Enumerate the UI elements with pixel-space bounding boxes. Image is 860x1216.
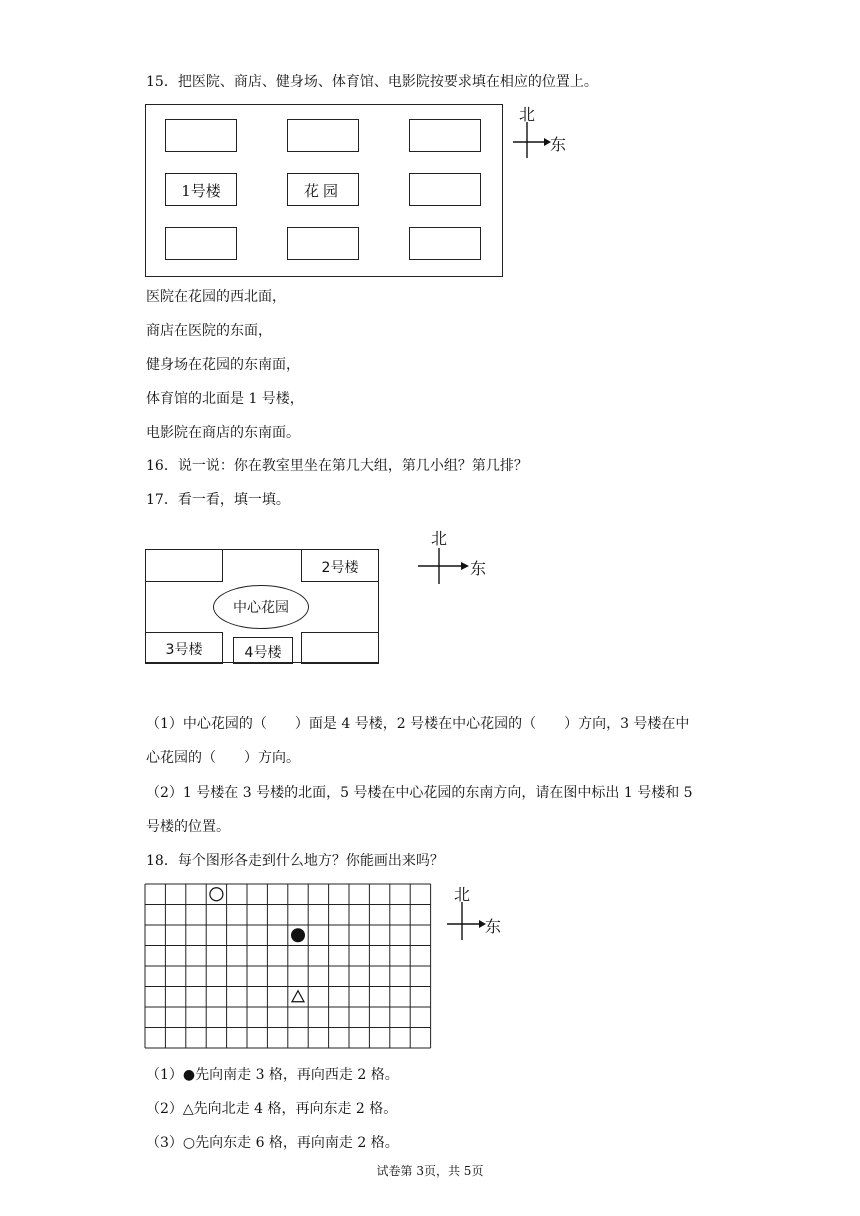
q18-title: 18．每个图形各走到什么地方？你能画出来吗？ xyxy=(146,853,444,869)
q18-compass xyxy=(445,880,515,942)
q17-east-label: 东 xyxy=(470,559,487,578)
q17-building2-label: 2号楼 xyxy=(321,560,359,576)
q17-building2 xyxy=(301,549,379,582)
q15-title: 15．把医院、商店、健身场、体育馆、电影院按要求填在相应的位置上。 xyxy=(146,74,598,90)
q18-step-3: （3）○先向东走 6 格，再向南走 2 格。 xyxy=(146,1135,399,1151)
q17-building3-label: 3号楼 xyxy=(165,642,203,658)
q16-title: 16．说一说：你在教室里坐在第几大组，第几小组？第几排？ xyxy=(146,458,528,474)
q18-north-label: 北 xyxy=(454,885,471,904)
q15-clue-2: 商店在医院的东面， xyxy=(146,323,272,339)
q15-north-label: 北 xyxy=(519,105,536,124)
q15-clue-1: 医院在花园的西北面， xyxy=(146,289,286,305)
q17-sub1-line2: 心花园的（ ）方向。 xyxy=(146,750,300,766)
q18-step-2: （2）△先向北走 4 格，再向东走 2 格。 xyxy=(146,1101,398,1117)
q15-slot-se xyxy=(409,227,481,260)
q15-east-label: 东 xyxy=(550,135,567,154)
q18-east-label: 东 xyxy=(485,917,502,936)
q17-building3 xyxy=(145,632,223,664)
q15-slot-sw xyxy=(165,227,237,260)
q15-garden xyxy=(287,173,359,206)
q15-slot-nw xyxy=(165,119,237,152)
q17-nw-slot xyxy=(145,549,223,582)
q17-sub2-line1: （2）1 号楼在 3 号楼的北面，5 号楼在中心花园的东南方向，请在图中标出 1 号楼和 5 xyxy=(146,785,693,801)
q15-building1-label: 1号楼 xyxy=(181,182,221,200)
q15-slot-e xyxy=(409,173,481,206)
q15-compass xyxy=(510,100,570,162)
compass-arrows-icon xyxy=(445,880,515,942)
q15-garden-label: 花园 xyxy=(303,182,342,200)
q17-center-garden xyxy=(213,585,309,629)
q15-clue-3: 健身场在花园的东南面， xyxy=(146,357,300,373)
q15-clue-5: 电影院在商店的东南面。 xyxy=(146,425,300,441)
triangle-icon xyxy=(292,991,304,1002)
q18-step-1: （1）●先向南走 3 格，再向西走 2 格。 xyxy=(146,1067,399,1083)
q17-map xyxy=(145,549,379,663)
q15-map xyxy=(145,104,503,277)
q17-center-garden-label: 中心花园 xyxy=(233,600,289,616)
q15-slot-s xyxy=(287,227,359,260)
q17-compass xyxy=(412,524,492,586)
q17-building4-label: 4号楼 xyxy=(244,645,282,661)
q15-slot-ne xyxy=(409,119,481,152)
q17-sub2-line2: 号楼的位置。 xyxy=(146,819,230,835)
q18-grid xyxy=(144,883,432,1049)
q15-clue-4: 体育馆的北面是 1 号楼， xyxy=(146,391,304,407)
q17-building4 xyxy=(233,637,293,664)
q17-se-slot xyxy=(301,632,379,664)
q17-title: 17．看一看，填一填。 xyxy=(146,492,290,508)
q17-sub1-line1: （1）中心花园的（ ）面是 4 号楼，2 号楼在中心花园的（ ）方向，3 号楼在中 xyxy=(146,716,690,732)
q17-north-label: 北 xyxy=(431,529,448,548)
q15-building1 xyxy=(165,173,237,206)
hollow-circle-icon xyxy=(210,888,223,901)
q15-slot-n xyxy=(287,119,359,152)
page-footer: 试卷第 3页，共 5页 xyxy=(376,1164,484,1178)
filled-circle-icon xyxy=(291,928,305,942)
